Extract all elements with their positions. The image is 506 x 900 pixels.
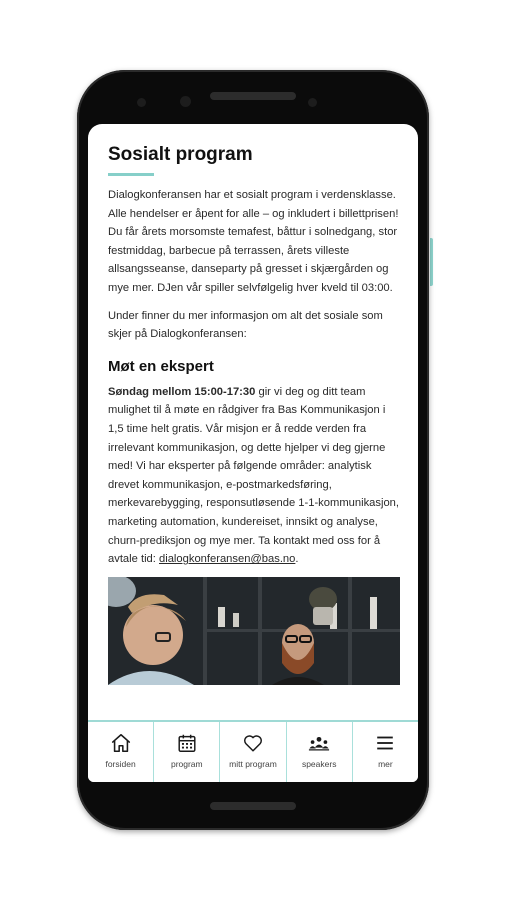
- sub-intro-paragraph: Under finner du mer informasjon om alt det sosiale som skjer på Dialogkonferansen:: [108, 309, 383, 341]
- tab-label: speakers: [301, 759, 337, 769]
- title-underline: [108, 173, 154, 176]
- home-icon: [110, 732, 132, 754]
- tab-label: mitt program: [229, 759, 277, 769]
- trailing-dot: .: [295, 553, 299, 566]
- front-camera: [180, 96, 191, 107]
- email-link[interactable]: dialogkonferansen@bas.no: [159, 553, 296, 566]
- bottom-speaker: [210, 802, 296, 810]
- tab-mer[interactable]: [353, 722, 418, 782]
- photo-illustration: [108, 577, 400, 685]
- people-icon: [308, 732, 330, 754]
- sensor-dot: [137, 98, 146, 107]
- earpiece-speaker: [210, 92, 296, 100]
- tab-label: forsiden: [105, 759, 136, 769]
- article-content: [108, 124, 400, 685]
- bottom-tab-bar: [88, 720, 418, 782]
- bold-lead: Søndag mellom 15:00-17:30: [108, 385, 256, 398]
- intro-paragraph: Dialogkonferansen har et sosialt program i verdensklasse. Alle hendelser er åpent for alle – og inkludert i billettprisen! Du får årets morsomste temafest, båttur i solnedgang, stor festmiddag, barbecue på terrassen, årets villeste allsangsseanse, danseparty på gresset i skjærgården og mye mer. DJen vår spiller selvfølgelig hver kveld til 03:00.: [108, 189, 399, 294]
- app-screen: [88, 124, 418, 782]
- tab-program[interactable]: [154, 722, 220, 782]
- tab-mitt-program[interactable]: [220, 722, 286, 782]
- phone-frame: [77, 70, 429, 830]
- section-heading: Møt en ekspert: [108, 357, 214, 375]
- section-paragraph: [108, 383, 400, 569]
- tab-speakers[interactable]: [287, 722, 353, 782]
- sensor-dot: [308, 98, 317, 107]
- expert-photo: [108, 577, 400, 685]
- menu-icon: [374, 732, 396, 754]
- side-button: [430, 238, 433, 286]
- calendar-icon: [176, 732, 198, 754]
- heart-icon: [242, 732, 264, 754]
- page-title: Sosialt program: [108, 144, 253, 165]
- section-text: gir vi deg og ditt team mulighet til å møte en rådgiver fra Bas Kommunikasjon i 1,5 time helt gratis. Vår misjon er å redde verden fra irrelevant kommunikasjon, og dette hjelper vi deg gjerne med! Vi har eksperter på følgende områder: analytisk drevet kommunikasjon, e-postmarkedsføring, merkevarebygging, responsutløsende 1-1-kommunikasjon, marketing automation, kundereiset, innsikt og analyse, churn-prediksjon og mye mer. Ta kontakt med oss for å avtale tid:: [108, 385, 400, 566]
- tab-label: mer: [378, 759, 393, 769]
- tab-label: program: [170, 759, 203, 769]
- tab-forsiden[interactable]: [88, 722, 154, 782]
